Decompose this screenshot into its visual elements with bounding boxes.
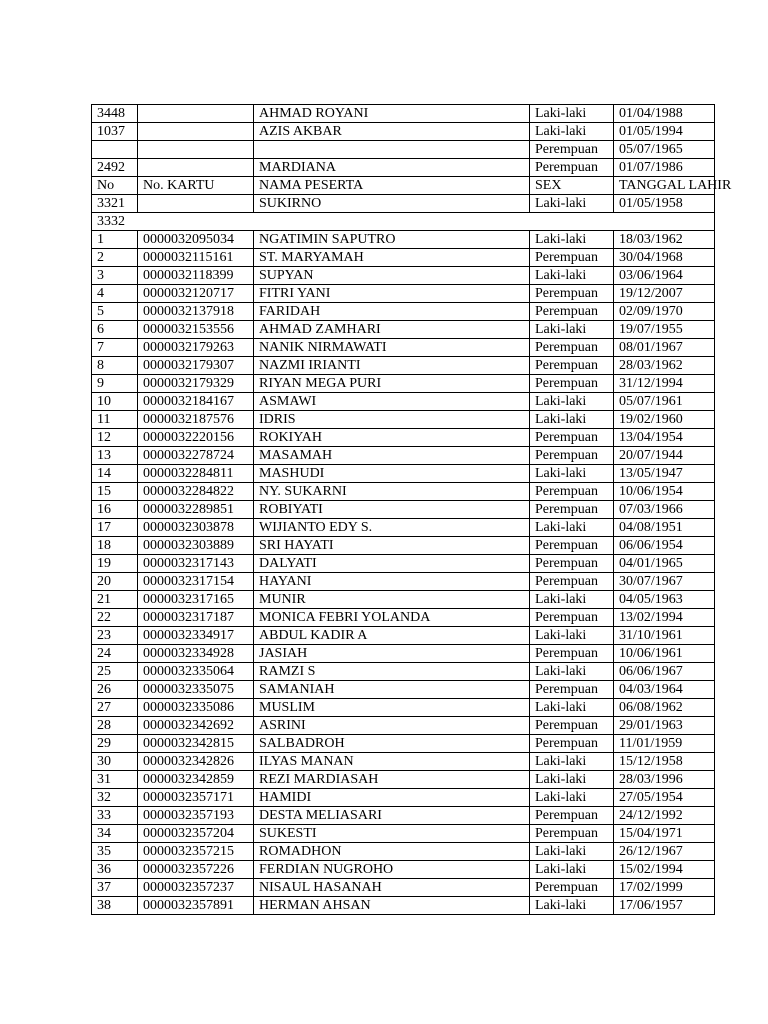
cell-tgl: 15/12/1958 xyxy=(614,753,715,771)
participant-table xyxy=(91,104,732,915)
cell-kartu: 0000032153556 xyxy=(138,321,254,339)
cell-tgl: 17/06/1957 xyxy=(614,897,715,915)
table-row xyxy=(92,555,715,573)
cell-kartu: 0000032284822 xyxy=(138,483,254,501)
cell-no: 33 xyxy=(92,807,138,825)
cell-tgl: 29/01/1963 xyxy=(614,717,715,735)
cell-tgl: 18/03/1962 xyxy=(614,231,715,249)
cell-nama: MARDIANA xyxy=(254,159,530,177)
cell-sex: Perempuan xyxy=(530,645,614,663)
cell-tgl: 08/01/1967 xyxy=(614,339,715,357)
cell-tgl: 31/10/1961 xyxy=(614,627,715,645)
table-row xyxy=(92,789,715,807)
cell-no: 29 xyxy=(92,735,138,753)
cell-nama: HAMIDI xyxy=(254,789,530,807)
cell-sex: Perempuan xyxy=(530,555,614,573)
cell-kartu: 0000032137918 xyxy=(138,303,254,321)
table-row xyxy=(92,663,715,681)
cell-tgl: 15/02/1994 xyxy=(614,861,715,879)
cell-tgl: 06/08/1962 xyxy=(614,699,715,717)
cell-kartu: 0000032179263 xyxy=(138,339,254,357)
cell-sex: Perempuan xyxy=(530,447,614,465)
cell-sex: Perempuan xyxy=(530,735,614,753)
header-sex: SEX xyxy=(530,177,614,195)
cell-tgl: 27/05/1954 xyxy=(614,789,715,807)
cell-tgl: 06/06/1967 xyxy=(614,663,715,681)
cell-sex: Perempuan xyxy=(530,303,614,321)
cell-no: 13 xyxy=(92,447,138,465)
cell-kartu: 0000032334917 xyxy=(138,627,254,645)
cell-kartu: 0000032357204 xyxy=(138,825,254,843)
cell-tgl: 28/03/1962 xyxy=(614,357,715,375)
cell-kartu: 0000032120717 xyxy=(138,285,254,303)
cell-tgl: 31/12/1994 xyxy=(614,375,715,393)
cell-tgl: 02/09/1970 xyxy=(614,303,715,321)
participant-table-body xyxy=(92,105,732,915)
header-nama: NAMA PESERTA xyxy=(254,177,530,195)
cell-tgl: 19/02/1960 xyxy=(614,411,715,429)
cell-kartu: 0000032357193 xyxy=(138,807,254,825)
header-tgl: TANGGAL LAHIR xyxy=(614,177,715,195)
cell-nama: RAMZI S xyxy=(254,663,530,681)
table-row xyxy=(92,879,715,897)
cell-tgl: 19/07/1955 xyxy=(614,321,715,339)
cell-kartu: 0000032187576 xyxy=(138,411,254,429)
cell-kartu: 0000032317154 xyxy=(138,573,254,591)
cell-tgl: 15/04/1971 xyxy=(614,825,715,843)
cell-tgl: 28/03/1996 xyxy=(614,771,715,789)
cell-sex: Laki-laki xyxy=(530,897,614,915)
cell-no: 10 xyxy=(92,393,138,411)
cell-nama: ASMAWI xyxy=(254,393,530,411)
cell-sex: Perempuan xyxy=(530,429,614,447)
cell-tgl: 04/01/1965 xyxy=(614,555,715,573)
header-kartu: No. KARTU xyxy=(138,177,254,195)
cell-kartu: 0000032303889 xyxy=(138,537,254,555)
cell-nama: IDRIS xyxy=(254,411,530,429)
cell-sex: Laki-laki xyxy=(530,231,614,249)
cell-no: 21 xyxy=(92,591,138,609)
table-row xyxy=(92,897,715,915)
cell-sex: Laki-laki xyxy=(530,123,614,141)
cell-sex: Laki-laki xyxy=(530,321,614,339)
table-row xyxy=(92,213,715,231)
cell-sex: Perempuan xyxy=(530,159,614,177)
cell-sex: Perempuan xyxy=(530,141,614,159)
cell-kartu: 0000032342692 xyxy=(138,717,254,735)
cell-sex: Laki-laki xyxy=(530,519,614,537)
cell-kartu: 0000032342815 xyxy=(138,735,254,753)
cell-no: 31 xyxy=(92,771,138,789)
cell-nama: DALYATI xyxy=(254,555,530,573)
cell-no: 1037 xyxy=(92,123,138,141)
table-row xyxy=(92,645,715,663)
cell-nama: NAZMI IRIANTI xyxy=(254,357,530,375)
cell-nama xyxy=(254,141,530,159)
cell-kartu: 0000032335075 xyxy=(138,681,254,699)
cell-nama: ROBIYATI xyxy=(254,501,530,519)
cell-sex: Perempuan xyxy=(530,375,614,393)
cell-sex: Laki-laki xyxy=(530,753,614,771)
cell-kartu: 0000032317165 xyxy=(138,591,254,609)
table-row xyxy=(92,699,715,717)
cell-nama: HAYANI xyxy=(254,573,530,591)
cell-no: 24 xyxy=(92,645,138,663)
table-row xyxy=(92,537,715,555)
cell-tgl: 10/06/1954 xyxy=(614,483,715,501)
cell-tgl: 01/04/1988 xyxy=(614,105,715,123)
table-row xyxy=(92,267,715,285)
table-row xyxy=(92,339,715,357)
table-row xyxy=(92,375,715,393)
cell-no-merged: 3332 xyxy=(92,213,715,231)
cell-no: 3448 xyxy=(92,105,138,123)
header-row xyxy=(92,177,715,195)
table-row xyxy=(92,717,715,735)
cell-tgl: 05/07/1961 xyxy=(614,393,715,411)
table-row xyxy=(92,753,715,771)
cell-tgl: 13/04/1954 xyxy=(614,429,715,447)
cell-nama: FARIDAH xyxy=(254,303,530,321)
cell-tgl: 20/07/1944 xyxy=(614,447,715,465)
cell-nama: SUPYAN xyxy=(254,267,530,285)
cell-nama: ABDUL KADIR A xyxy=(254,627,530,645)
cell-nama: SAMANIAH xyxy=(254,681,530,699)
table-row xyxy=(92,357,715,375)
cell-no: 30 xyxy=(92,753,138,771)
cell-nama: ILYAS MANAN xyxy=(254,753,530,771)
cell-kartu xyxy=(138,123,254,141)
cell-nama: MUSLIM xyxy=(254,699,530,717)
cell-no: 5 xyxy=(92,303,138,321)
cell-nama: SALBADROH xyxy=(254,735,530,753)
cell-tgl: 07/03/1966 xyxy=(614,501,715,519)
table-row xyxy=(92,843,715,861)
cell-no: 19 xyxy=(92,555,138,573)
cell-nama: ASRINI xyxy=(254,717,530,735)
cell-sex: Perempuan xyxy=(530,717,614,735)
table-row xyxy=(92,231,715,249)
cell-sex: Perempuan xyxy=(530,483,614,501)
cell-tgl: 13/02/1994 xyxy=(614,609,715,627)
cell-no: 7 xyxy=(92,339,138,357)
cell-nama: MASHUDI xyxy=(254,465,530,483)
cell-no: 15 xyxy=(92,483,138,501)
cell-sex: Laki-laki xyxy=(530,105,614,123)
cell-no: 18 xyxy=(92,537,138,555)
cell-no: 38 xyxy=(92,897,138,915)
cell-kartu: 0000032342826 xyxy=(138,753,254,771)
cell-nama: ROKIYAH xyxy=(254,429,530,447)
cell-tgl: 17/02/1999 xyxy=(614,879,715,897)
cell-tgl: 26/12/1967 xyxy=(614,843,715,861)
cell-no: 3 xyxy=(92,267,138,285)
cell-kartu: 0000032115161 xyxy=(138,249,254,267)
cell-sex: Perempuan xyxy=(530,339,614,357)
cell-nama: NISAUL HASANAH xyxy=(254,879,530,897)
cell-tgl: 03/06/1964 xyxy=(614,267,715,285)
table-row xyxy=(92,483,715,501)
cell-nama: NANIK NIRMAWATI xyxy=(254,339,530,357)
cell-tgl: 13/05/1947 xyxy=(614,465,715,483)
cell-nama: RIYAN MEGA PURI xyxy=(254,375,530,393)
cell-nama: MONICA FEBRI YOLANDA xyxy=(254,609,530,627)
cell-kartu: 0000032334928 xyxy=(138,645,254,663)
cell-no: 35 xyxy=(92,843,138,861)
cell-kartu: 0000032179329 xyxy=(138,375,254,393)
cell-sex: Laki-laki xyxy=(530,465,614,483)
table-row xyxy=(92,519,715,537)
cell-kartu xyxy=(138,159,254,177)
cell-sex: Perempuan xyxy=(530,807,614,825)
cell-no: 27 xyxy=(92,699,138,717)
cell-sex: Perempuan xyxy=(530,573,614,591)
cell-no: 36 xyxy=(92,861,138,879)
cell-tgl: 24/12/1992 xyxy=(614,807,715,825)
cell-tgl: 30/07/1967 xyxy=(614,573,715,591)
cell-nama: ST. MARYAMAH xyxy=(254,249,530,267)
cell-no: 28 xyxy=(92,717,138,735)
cell-kartu: 0000032335086 xyxy=(138,699,254,717)
cell-nama: DESTA MELIASARI xyxy=(254,807,530,825)
cell-tgl: 04/03/1964 xyxy=(614,681,715,699)
table-row xyxy=(92,825,715,843)
cell-sex: Laki-laki xyxy=(530,393,614,411)
cell-nama: WIJIANTO EDY S. xyxy=(254,519,530,537)
cell-no: 22 xyxy=(92,609,138,627)
cell-tgl: 04/08/1951 xyxy=(614,519,715,537)
table-row xyxy=(92,735,715,753)
table-row xyxy=(92,321,715,339)
cell-no: 37 xyxy=(92,879,138,897)
table-row xyxy=(92,807,715,825)
cell-no: 23 xyxy=(92,627,138,645)
table-row xyxy=(92,141,715,159)
cell-nama: FERDIAN NUGROHO xyxy=(254,861,530,879)
cell-kartu: 0000032335064 xyxy=(138,663,254,681)
cell-no: 20 xyxy=(92,573,138,591)
cell-sex: Laki-laki xyxy=(530,771,614,789)
cell-tgl: 06/06/1954 xyxy=(614,537,715,555)
cell-tgl: 01/07/1986 xyxy=(614,159,715,177)
table-row xyxy=(92,681,715,699)
cell-kartu: 0000032357226 xyxy=(138,861,254,879)
cell-nama: JASIAH xyxy=(254,645,530,663)
header-no: No xyxy=(92,177,138,195)
cell-no: 14 xyxy=(92,465,138,483)
cell-no: 34 xyxy=(92,825,138,843)
cell-kartu: 0000032357171 xyxy=(138,789,254,807)
cell-kartu: 0000032118399 xyxy=(138,267,254,285)
cell-sex: Laki-laki xyxy=(530,267,614,285)
cell-tgl: 01/05/1958 xyxy=(614,195,715,213)
cell-kartu: 0000032289851 xyxy=(138,501,254,519)
cell-nama: FITRI YANI xyxy=(254,285,530,303)
cell-sex: Perempuan xyxy=(530,609,614,627)
cell-sex: Laki-laki xyxy=(530,195,614,213)
table-row xyxy=(92,303,715,321)
cell-sex: Laki-laki xyxy=(530,699,614,717)
table-row xyxy=(92,771,715,789)
table-row xyxy=(92,123,715,141)
cell-kartu: 0000032303878 xyxy=(138,519,254,537)
cell-no: 26 xyxy=(92,681,138,699)
cell-sex: Laki-laki xyxy=(530,861,614,879)
cell-tgl: 04/05/1963 xyxy=(614,591,715,609)
table-row xyxy=(92,285,715,303)
cell-tgl: 30/04/1968 xyxy=(614,249,715,267)
cell-nama: NY. SUKARNI xyxy=(254,483,530,501)
cell-no: 25 xyxy=(92,663,138,681)
cell-kartu xyxy=(138,141,254,159)
cell-nama: SUKESTI xyxy=(254,825,530,843)
cell-sex: Perempuan xyxy=(530,357,614,375)
cell-sex: Perempuan xyxy=(530,879,614,897)
cell-no: 8 xyxy=(92,357,138,375)
table-row xyxy=(92,411,715,429)
table-row xyxy=(92,447,715,465)
table-row xyxy=(92,573,715,591)
table-row xyxy=(92,861,715,879)
table-row xyxy=(92,465,715,483)
cell-no: 6 xyxy=(92,321,138,339)
cell-kartu xyxy=(138,105,254,123)
cell-nama: AHMAD ROYANI xyxy=(254,105,530,123)
table-row xyxy=(92,429,715,447)
cell-kartu: 0000032179307 xyxy=(138,357,254,375)
cell-no: 4 xyxy=(92,285,138,303)
cell-sex: Laki-laki xyxy=(530,789,614,807)
cell-no: 3321 xyxy=(92,195,138,213)
cell-kartu: 0000032317143 xyxy=(138,555,254,573)
cell-nama: HERMAN AHSAN xyxy=(254,897,530,915)
cell-sex: Perempuan xyxy=(530,501,614,519)
cell-nama: MASAMAH xyxy=(254,447,530,465)
table-row xyxy=(92,249,715,267)
cell-kartu: 0000032357891 xyxy=(138,897,254,915)
table-row xyxy=(92,393,715,411)
cell-kartu: 0000032357237 xyxy=(138,879,254,897)
cell-tgl: 11/01/1959 xyxy=(614,735,715,753)
cell-no: 2 xyxy=(92,249,138,267)
cell-kartu: 0000032317187 xyxy=(138,609,254,627)
cell-no: 11 xyxy=(92,411,138,429)
cell-sex: Perempuan xyxy=(530,825,614,843)
table-row xyxy=(92,591,715,609)
table-row xyxy=(92,195,715,213)
cell-tgl: 01/05/1994 xyxy=(614,123,715,141)
table-row xyxy=(92,609,715,627)
cell-sex: Laki-laki xyxy=(530,591,614,609)
cell-nama: ROMADHON xyxy=(254,843,530,861)
cell-no: 32 xyxy=(92,789,138,807)
cell-sex: Laki-laki xyxy=(530,627,614,645)
cell-nama: AHMAD ZAMHARI xyxy=(254,321,530,339)
cell-kartu: 0000032357215 xyxy=(138,843,254,861)
cell-kartu: 0000032220156 xyxy=(138,429,254,447)
cell-kartu xyxy=(138,195,254,213)
cell-nama: AZIS AKBAR xyxy=(254,123,530,141)
cell-no: 9 xyxy=(92,375,138,393)
cell-kartu: 0000032284811 xyxy=(138,465,254,483)
cell-nama: SUKIRNO xyxy=(254,195,530,213)
cell-no: 16 xyxy=(92,501,138,519)
cell-sex: Perempuan xyxy=(530,681,614,699)
cell-kartu: 0000032342859 xyxy=(138,771,254,789)
table-row xyxy=(92,105,715,123)
cell-sex: Perempuan xyxy=(530,285,614,303)
cell-sex: Perempuan xyxy=(530,249,614,267)
cell-tgl: 19/12/2007 xyxy=(614,285,715,303)
cell-tgl: 05/07/1965 xyxy=(614,141,715,159)
cell-no: 2492 xyxy=(92,159,138,177)
cell-no xyxy=(92,141,138,159)
cell-sex: Laki-laki xyxy=(530,663,614,681)
cell-nama: NGATIMIN SAPUTRO xyxy=(254,231,530,249)
cell-nama: MUNIR xyxy=(254,591,530,609)
cell-tgl: 10/06/1961 xyxy=(614,645,715,663)
cell-no: 1 xyxy=(92,231,138,249)
cell-nama: REZI MARDIASAH xyxy=(254,771,530,789)
cell-sex: Perempuan xyxy=(530,537,614,555)
cell-nama: SRI HAYATI xyxy=(254,537,530,555)
cell-no: 17 xyxy=(92,519,138,537)
cell-kartu: 0000032095034 xyxy=(138,231,254,249)
cell-sex: Laki-laki xyxy=(530,843,614,861)
table-row xyxy=(92,501,715,519)
cell-kartu: 0000032278724 xyxy=(138,447,254,465)
cell-no: 12 xyxy=(92,429,138,447)
table-row xyxy=(92,159,715,177)
cell-kartu: 0000032184167 xyxy=(138,393,254,411)
cell-sex: Laki-laki xyxy=(530,411,614,429)
table-row xyxy=(92,627,715,645)
